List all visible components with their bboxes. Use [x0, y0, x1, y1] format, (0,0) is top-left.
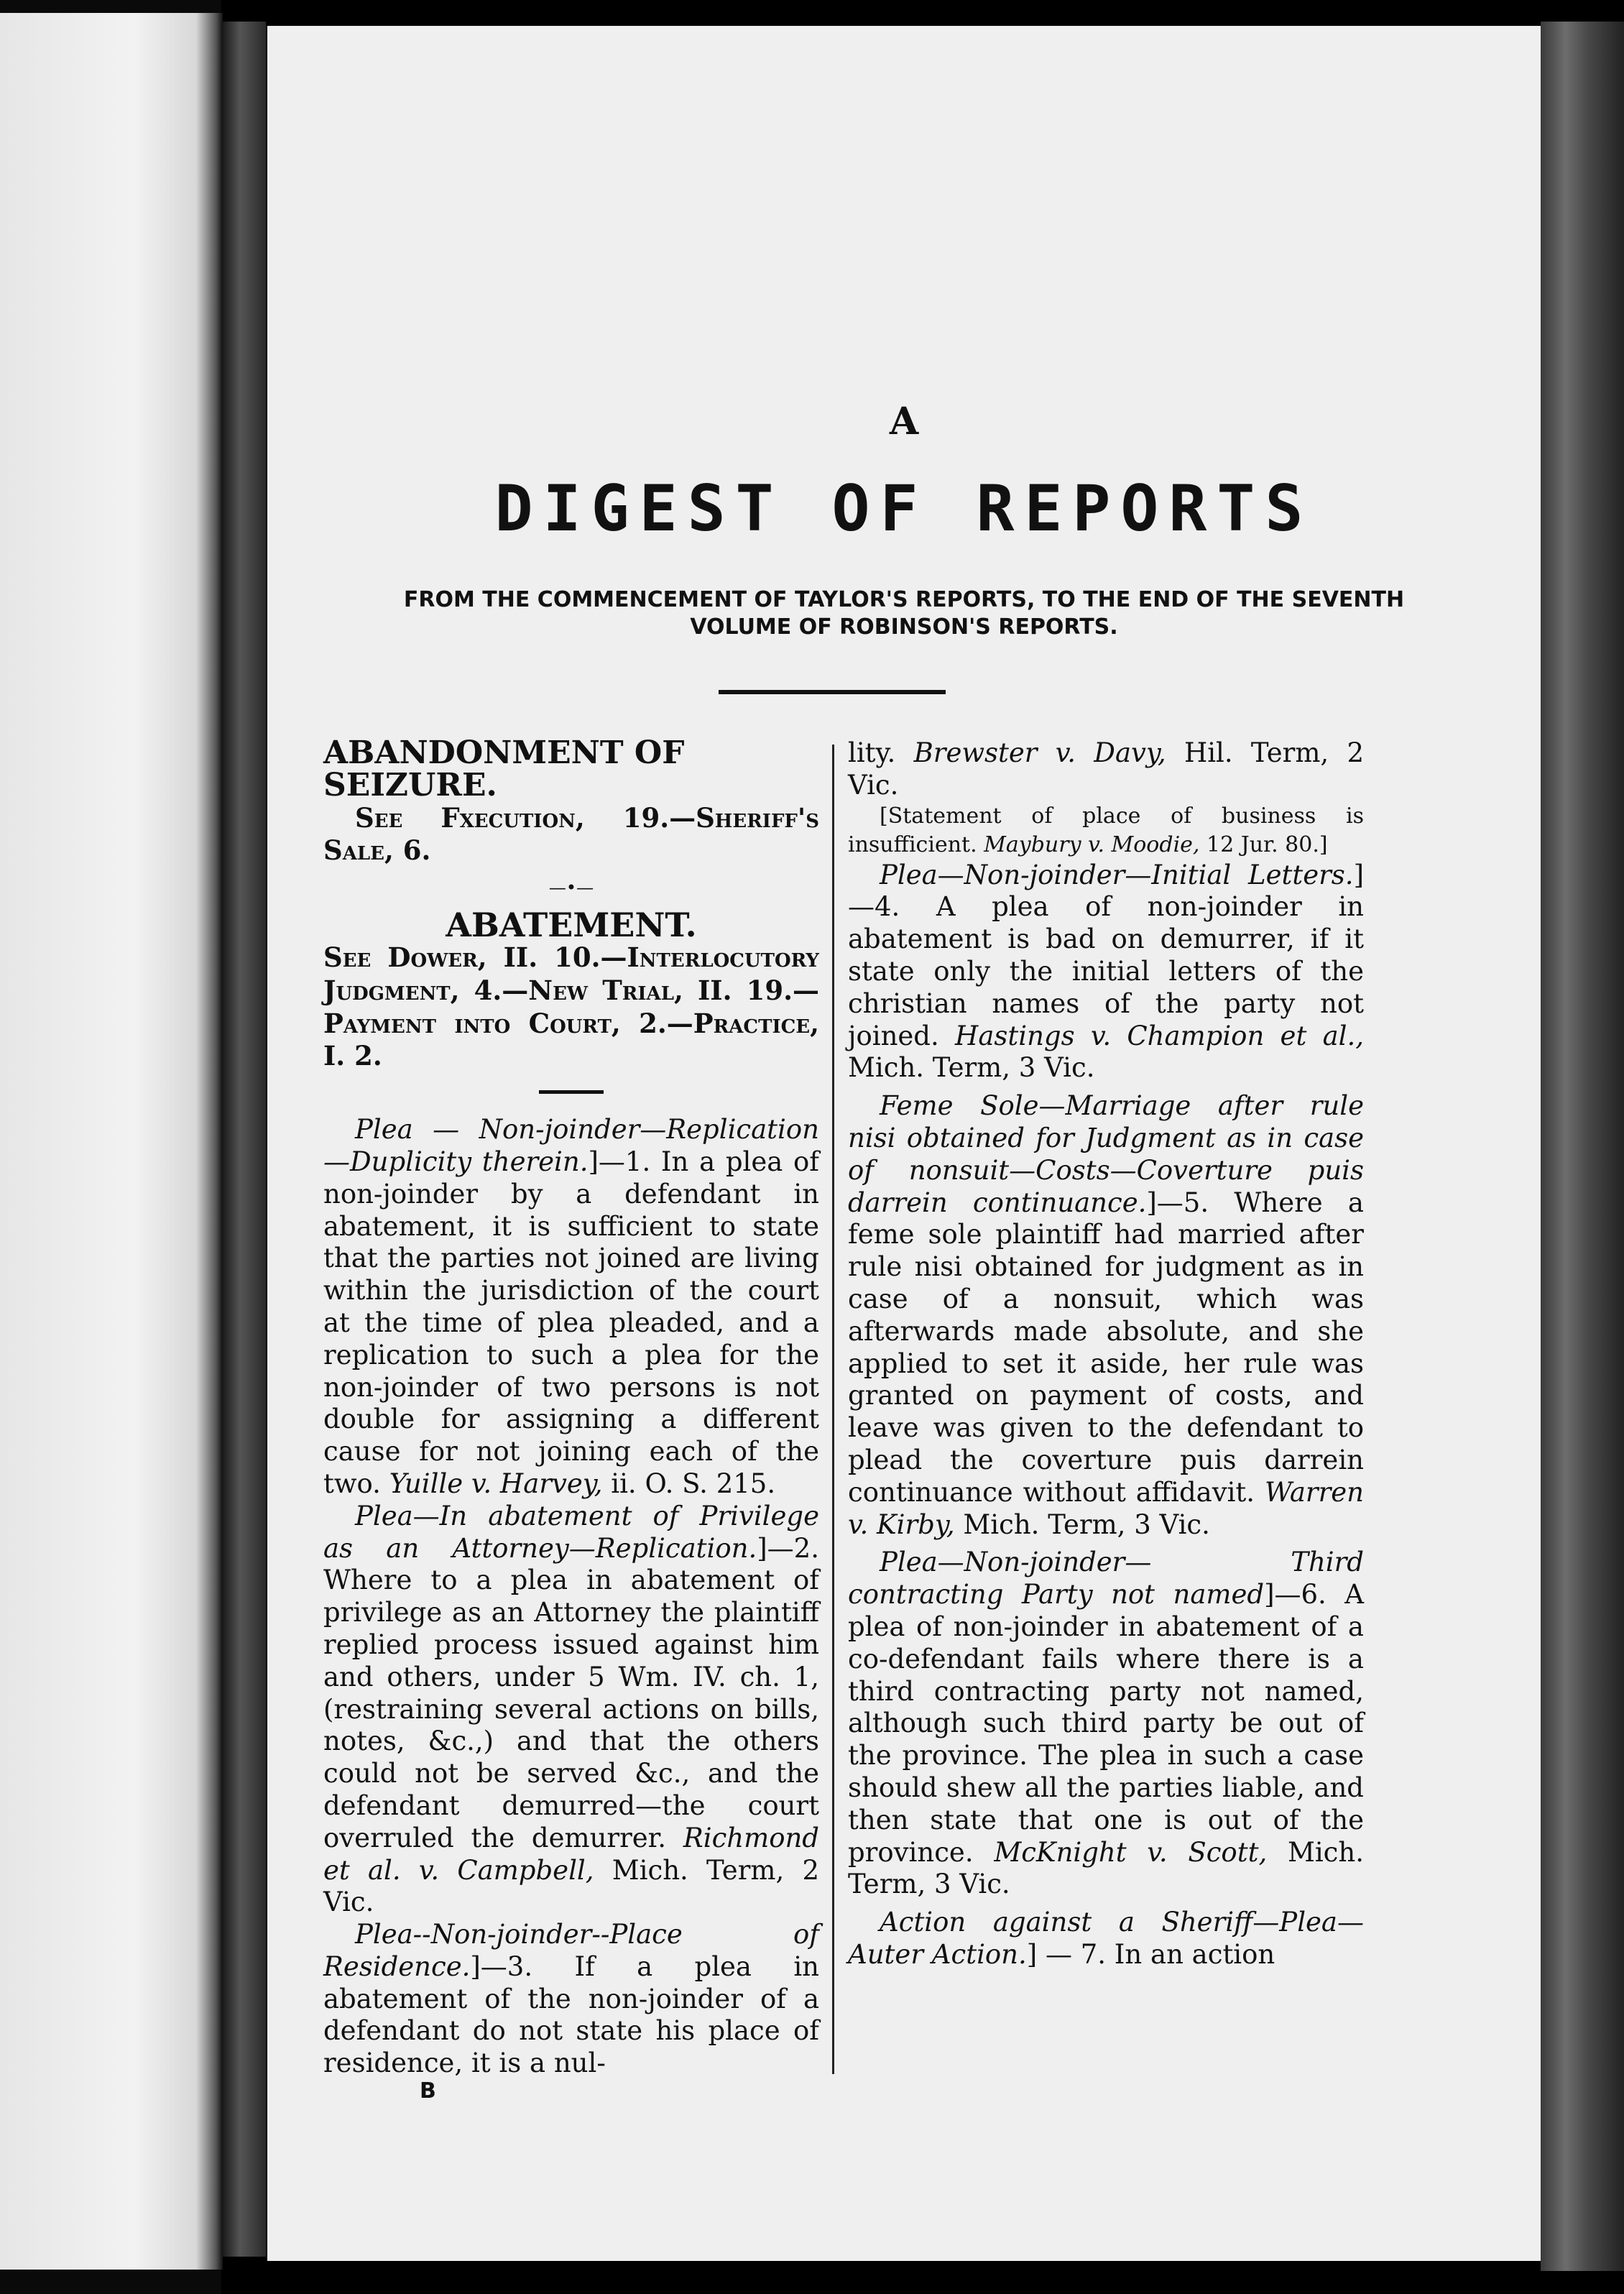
entry-text: ]—4. A plea of non-joinder in abatement is bad on demurrer, if it state only the initial letters of the christian names of the party not joined. [848, 859, 1364, 1051]
entry-heading: Plea—Non-joinder— Third contracting Party not named [848, 1547, 1364, 1611]
entry-heading: Plea — Non-joinder—Replication —Duplicity therein. [323, 1114, 819, 1177]
case-citation: Mich. Term, 3 Vic. [848, 1052, 1095, 1084]
see-also-text: See Dower, II. 10.—Interlocutory Judgment, 4.—New Trial, II. 19.—Payment into Court, 2.—Practice, I. 2. [323, 941, 819, 1072]
entry-text: ]—5. Where a feme sole plaintiff had married after rule nisi obtained for judgment as in case of a nonsuit, which was afterwards made absolute, and she applied to set it aside, her rule was granted on payment of costs, and leave was given to the defendant to plead the coverture puis darrein continuance without affidavit. [848, 1187, 1364, 1508]
note-text: [Statement of place of business is insufficient. [848, 803, 1364, 857]
short-rule [539, 1090, 604, 1094]
entry-4 [848, 860, 1364, 1085]
page-fore-edge [1541, 22, 1624, 2271]
section-title-abatement: ABATEMENT. [446, 906, 697, 945]
subtitle-line-1: FROM THE COMMENCEMENT OF TAYLOR'S REPORTS, TO THE END OF THE SEVENTH [403, 587, 1405, 612]
case-name: McKnight v. Scott, [994, 1836, 1268, 1868]
case-name: Warren v. Kirby, [848, 1476, 1364, 1540]
title-rule [719, 690, 946, 694]
entry-heading: Plea—In abatement of Privilege as an Attorney—Replication. [323, 1500, 819, 1564]
section-see-also [323, 941, 819, 1073]
section-title-abandonment: ABANDONMENT OF SEIZURE. [323, 734, 685, 803]
entry-text: ]—3. If a plea in abatement of the non-joinder of a defendant do not state his place of residence, it is a nul- [323, 1950, 819, 2079]
entry-3-continued [848, 737, 1364, 802]
entry-text: ] — 7. In an action [1026, 1938, 1275, 1970]
bracketed-note [848, 802, 1364, 860]
case-citation: 12 Jur. 80.] [1207, 832, 1328, 857]
entry-heading: Plea—Non-joinder—Initial Letters. [880, 859, 1354, 890]
case-name: Hastings v. Champion et al., [955, 1020, 1364, 1051]
case-name: Brewster v. Davy, [913, 737, 1166, 768]
entry-text: ]—2. Where to a plea in abatement of privilege as an Attorney the plaintiff replied process issued against him and others, under 5 Wm. IV. ch. 1, (restraining several actions on bills, notes, &c.,) and that the others could not be served &c., and the defendant demurred—the court overruled the demurrer. [323, 1532, 819, 1853]
signature-mark: B [420, 2078, 436, 2104]
case-citation: Mich. Term, 3 Vic. [848, 1836, 1364, 1900]
case-name: Yuille v. Harvey, [389, 1468, 603, 1499]
column-divider [832, 745, 834, 2074]
entry-2 [323, 1501, 819, 1919]
case-citation: Mich. Term, 2 Vic. [323, 1854, 819, 1918]
entry-6 [848, 1547, 1364, 1901]
book-gutter [223, 22, 266, 2257]
entry-5 [848, 1090, 1364, 1541]
entry-heading: Feme Sole—Marriage after rule nisi obtained for Judgment as in case of nonsuit—Costs—Coverture puis darrein continuance. [848, 1090, 1364, 1218]
see-also-text: See Fxecution, 19.—Sheriff's Sale, 6. [323, 801, 819, 867]
case-citation: Mich. Term, 3 Vic. [963, 1508, 1210, 1540]
page-title: DIGEST OF REPORTS [494, 471, 1314, 545]
heading-article: A [889, 400, 919, 443]
entry-text: ]—6. A plea of non-joinder in abatement of a co-defendant fails where there is a third contracting party not named, although such third party be out of the province. The plea in such a case should shew all the parties liable, and then state that one is out of the province. [848, 1579, 1365, 1868]
section-see-also [323, 802, 819, 868]
entry-heading: Action against a Sheriff—Plea—Auter Action. [848, 1907, 1364, 1970]
entry-1 [323, 1114, 819, 1501]
right-column [848, 737, 1364, 1971]
entry-heading: Plea--Non-joinder--Place of Residence. [323, 1919, 819, 1982]
document-page [267, 26, 1541, 2261]
entry-7 [848, 1907, 1364, 1971]
ornament-divider: —•— [548, 877, 594, 898]
case-citation: Hil. Term, 2 Vic. [848, 737, 1364, 801]
left-column [323, 734, 819, 2080]
entry-text: ]—1. In a plea of non-joinder by a defendant in abatement, it is sufficient to state that the parties not joined are living within the jurisdiction of the court at the time of plea pleaded, and a replication to such a plea for the non-joinder of two persons is not double for assigning a different cause for not joining each of the two. [323, 1146, 819, 1499]
case-citation: ii. O. S. 215. [611, 1468, 776, 1499]
page-subtitle [267, 586, 1541, 641]
entry-3 [323, 1919, 819, 2080]
facing-blank-page [0, 13, 223, 2270]
entry-text: lity. [848, 737, 896, 768]
subtitle-line-2: VOLUME OF ROBINSON'S REPORTS. [690, 614, 1118, 640]
case-name: Maybury v. Moodie, [984, 832, 1200, 857]
case-name: Richmond et al. v. Campbell, [323, 1822, 819, 1886]
